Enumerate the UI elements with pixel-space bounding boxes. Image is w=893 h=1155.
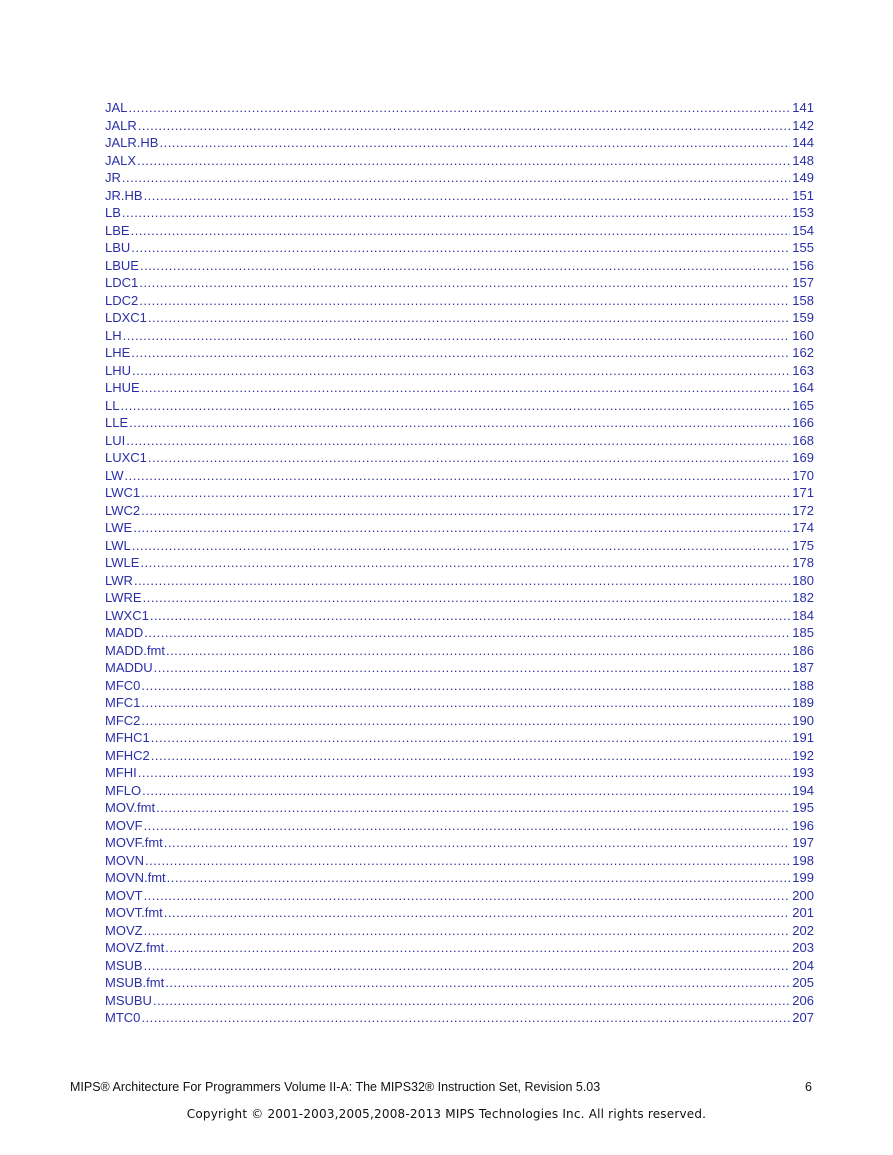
toc-entry[interactable]	[105, 274, 814, 292]
toc-leader-dots	[164, 904, 791, 922]
toc-entry-label: LWC2	[105, 502, 141, 518]
toc-entry[interactable]	[105, 309, 814, 327]
toc-entry[interactable]	[105, 537, 814, 555]
toc-entry-label: LWR	[105, 572, 133, 588]
copyright-notice: Copyright © 2001-2003,2005,2008-2013 MIPS Technologies Inc. All rights reserved.	[186, 1107, 707, 1121]
toc-entry-page: 192	[792, 747, 814, 763]
toc-entry-page: 144	[792, 135, 814, 150]
toc-entry[interactable]	[105, 677, 814, 695]
toc-entry-label: MADD.fmt	[105, 642, 165, 658]
toc-leader-dots	[132, 362, 790, 380]
toc-entry-label: MOV.fmt	[105, 800, 156, 815]
toc-leader-dots	[154, 659, 791, 677]
toc-leader-dots	[131, 344, 790, 362]
toc-leader-dots	[141, 677, 790, 695]
toc-entry-page: 168	[792, 432, 814, 448]
toc-entry-label: MFC1	[105, 695, 141, 710]
toc-leader-dots	[151, 729, 791, 747]
toc-leader-dots	[138, 764, 791, 782]
toc-leader-dots	[126, 432, 790, 450]
toc-leader-dots	[139, 274, 790, 292]
toc-leader-dots	[139, 292, 790, 310]
toc-entry-label: JR	[105, 170, 121, 185]
toc-leader-dots	[128, 99, 790, 117]
toc-leader-dots	[165, 939, 790, 957]
toc-entry-page: 200	[792, 887, 814, 903]
toc-entry-page: 156	[792, 257, 814, 273]
toc-entry[interactable]	[105, 747, 814, 765]
toc-entry-page: 163	[792, 362, 814, 378]
toc-entry[interactable]	[105, 292, 814, 310]
toc-entry-label: MOVZ	[105, 922, 143, 938]
toc-entry[interactable]	[105, 869, 814, 887]
toc-leader-dots	[141, 484, 790, 502]
toc-leader-dots	[144, 187, 791, 205]
toc-entry-label: LWRE	[105, 590, 142, 605]
toc-entry-page: 191	[792, 730, 814, 745]
toc-entry[interactable]	[105, 939, 814, 957]
toc-entry-page: 182	[792, 590, 814, 605]
toc-entry[interactable]	[105, 327, 814, 345]
toc-entry-page: 187	[792, 660, 814, 675]
toc-entry[interactable]	[105, 554, 814, 572]
toc-leader-dots	[167, 869, 791, 887]
toc-entry-label: MSUB	[105, 957, 143, 973]
toc-entry-label: LL	[105, 397, 120, 413]
toc-leader-dots	[141, 502, 790, 520]
toc-leader-dots	[125, 467, 791, 485]
toc-entry-label: LBU	[105, 240, 131, 255]
toc-entry-page: 141	[792, 100, 814, 115]
toc-leader-dots	[159, 134, 790, 152]
toc-leader-dots	[134, 572, 790, 590]
toc-entry-page: 197	[792, 835, 814, 850]
toc-entry-page: 171	[792, 485, 814, 500]
toc-entry-label: LWC1	[105, 485, 141, 500]
toc-entry-label: JALR.HB	[105, 135, 159, 150]
toc-entry-label: MFHI	[105, 765, 137, 780]
toc-entry[interactable]	[105, 379, 814, 397]
toc-entry-page: 164	[792, 380, 814, 395]
toc-entry-page: 207	[792, 1010, 814, 1025]
toc-entry-page: 199	[792, 870, 814, 885]
toc-entry-page: 172	[792, 502, 814, 518]
toc-leader-dots	[156, 799, 790, 817]
toc-entry[interactable]	[105, 397, 814, 415]
toc-entry[interactable]	[105, 467, 814, 485]
toc-entry[interactable]	[105, 904, 814, 922]
toc-entry[interactable]	[105, 852, 814, 870]
toc-entry-page: 160	[792, 327, 814, 343]
toc-leader-dots	[153, 992, 790, 1010]
toc-entry-page: 178	[792, 555, 814, 570]
toc-entry-label: LHUE	[105, 380, 140, 395]
toc-entry-label: LUXC1	[105, 450, 147, 465]
toc-leader-dots	[138, 117, 791, 135]
toc-leader-dots	[150, 607, 790, 625]
toc-entry-page: 159	[792, 310, 814, 325]
toc-entry-page: 190	[792, 712, 814, 728]
toc-entry[interactable]	[105, 117, 814, 135]
toc-leader-dots	[144, 817, 791, 835]
toc-entry-label: MOVF.fmt	[105, 835, 163, 850]
toc-entry[interactable]	[105, 187, 814, 205]
toc-entry-label: MFHC1	[105, 730, 150, 745]
toc-entry-label: LB	[105, 205, 121, 220]
toc-entry[interactable]	[105, 624, 814, 642]
toc-leader-dots	[148, 449, 790, 467]
toc-entry-label: MFHC2	[105, 747, 150, 763]
toc-entry[interactable]	[105, 169, 814, 187]
toc-leader-dots	[144, 624, 790, 642]
toc-entry[interactable]	[105, 257, 814, 275]
toc-entry[interactable]	[105, 204, 814, 222]
toc-entry-label: MADDU	[105, 660, 153, 675]
toc-entry-label: MOVN.fmt	[105, 870, 166, 885]
document-title: MIPS® Architecture For Programmers Volume II-A: The MIPS32® Instruction Set, Revision 5.03	[70, 1080, 601, 1094]
toc-leader-dots	[144, 957, 791, 975]
toc-entry-page: 154	[792, 222, 814, 238]
toc-entry-page: 151	[792, 187, 814, 203]
toc-entry-page: 162	[792, 345, 814, 360]
toc-entry-page: 158	[792, 292, 814, 308]
toc-entry-label: LHU	[105, 362, 132, 378]
toc-entry-label: LDXC1	[105, 310, 147, 325]
page-footer	[70, 1080, 812, 1094]
toc-entry-label: MSUB.fmt	[105, 975, 165, 990]
toc-entry[interactable]	[105, 974, 814, 992]
toc-entry[interactable]	[105, 1009, 814, 1027]
toc-entry-page: 169	[792, 450, 814, 465]
toc-entry[interactable]	[105, 519, 814, 537]
toc-entry-label: MOVF	[105, 817, 143, 833]
toc-entry-label: MFC2	[105, 712, 141, 728]
toc-entry-page: 189	[792, 695, 814, 710]
toc-entry-label: LH	[105, 327, 122, 343]
toc-leader-dots	[140, 257, 790, 275]
toc-entry-page: 149	[792, 170, 814, 185]
toc-entry[interactable]	[105, 572, 814, 590]
toc-leader-dots	[165, 974, 790, 992]
toc-entry-page: 204	[792, 957, 814, 973]
toc-leader-dots	[123, 327, 791, 345]
toc-entry-label: JALX	[105, 152, 137, 168]
toc-entry-label: LWL	[105, 537, 131, 553]
toc-leader-dots	[132, 537, 791, 555]
toc-leader-dots	[148, 309, 790, 327]
toc-entry-label: JALR	[105, 117, 137, 133]
toc-entry-label: LDC1	[105, 275, 139, 290]
toc-entry[interactable]	[105, 799, 814, 817]
toc-entry-page: 205	[792, 975, 814, 990]
toc-entry[interactable]	[105, 414, 814, 432]
toc-leader-dots	[141, 1009, 790, 1027]
toc-entry-page: 180	[792, 572, 814, 588]
toc-entry-label: LLE	[105, 415, 129, 430]
toc-entry-page: 157	[792, 275, 814, 290]
toc-entry-label: LBUE	[105, 257, 139, 273]
toc-entry[interactable]	[105, 659, 814, 677]
toc-entry-label: LWE	[105, 520, 133, 535]
toc-entry-page: 155	[792, 240, 814, 255]
toc-entry[interactable]	[105, 642, 814, 660]
toc-entry-label: JAL	[105, 100, 128, 115]
toc-leader-dots	[141, 712, 790, 730]
toc-entry[interactable]	[105, 992, 814, 1010]
toc-entry-label: LW	[105, 467, 124, 483]
toc-entry-page: 206	[792, 992, 814, 1008]
toc-entry-label: LBE	[105, 222, 130, 238]
toc-entry-label: MADD	[105, 625, 144, 640]
toc-entry[interactable]	[105, 834, 814, 852]
toc-entry-label: MFLO	[105, 782, 142, 798]
toc-entry-label: MTC0	[105, 1010, 141, 1025]
toc-leader-dots	[137, 152, 790, 170]
toc-leader-dots	[166, 642, 790, 660]
toc-leader-dots	[141, 379, 791, 397]
toc-entry-label: MOVT.fmt	[105, 905, 163, 920]
toc-entry[interactable]	[105, 957, 814, 975]
toc-entry[interactable]	[105, 922, 814, 940]
toc-entry-label: LDC2	[105, 292, 139, 308]
toc-entry[interactable]	[105, 817, 814, 835]
toc-leader-dots	[131, 222, 791, 240]
toc-entry-page: 185	[792, 625, 814, 640]
toc-leader-dots	[145, 852, 790, 870]
toc-entry-page: 148	[792, 152, 814, 168]
toc-entry[interactable]	[105, 99, 814, 117]
toc-entry[interactable]	[105, 449, 814, 467]
toc-entry-page: 188	[792, 677, 814, 693]
page-number: 6	[805, 1080, 812, 1094]
toc-entry[interactable]	[105, 589, 814, 607]
toc-leader-dots	[151, 747, 791, 765]
toc-entry-page: 201	[792, 905, 814, 920]
toc-entry-page: 198	[792, 852, 814, 868]
toc-leader-dots	[140, 554, 790, 572]
toc-entry-page: 184	[792, 607, 814, 623]
toc-entry[interactable]	[105, 887, 814, 905]
toc-entry[interactable]	[105, 484, 814, 502]
toc-entry-label: MFC0	[105, 677, 141, 693]
toc-entry-label: MOVT	[105, 887, 143, 903]
toc-leader-dots	[144, 887, 791, 905]
toc-entry[interactable]	[105, 134, 814, 152]
toc-entry-page: 175	[792, 537, 814, 553]
toc-entry-page: 186	[792, 642, 814, 658]
toc-entry-page: 202	[792, 922, 814, 938]
toc-entry[interactable]	[105, 152, 814, 170]
toc-leader-dots	[122, 204, 790, 222]
toc-leader-dots	[131, 239, 790, 257]
toc-leader-dots	[142, 782, 790, 800]
toc-entry[interactable]	[105, 782, 814, 800]
toc-entry[interactable]	[105, 729, 814, 747]
toc-entry-page: 153	[792, 205, 814, 220]
toc-entry[interactable]	[105, 239, 814, 257]
toc-entry[interactable]	[105, 222, 814, 240]
toc-entry-page: 165	[792, 397, 814, 413]
toc-entry-label: JR.HB	[105, 187, 143, 203]
toc-entry[interactable]	[105, 502, 814, 520]
toc-leader-dots	[122, 169, 790, 187]
toc-entry-page: 194	[792, 782, 814, 798]
toc-leader-dots	[129, 414, 790, 432]
toc-entry[interactable]	[105, 344, 814, 362]
toc-entry-page: 166	[792, 415, 814, 430]
table-of-contents	[105, 99, 814, 1027]
toc-leader-dots	[144, 922, 791, 940]
toc-entry-label: MSUBU	[105, 992, 152, 1008]
toc-entry-label: LWLE	[105, 555, 140, 570]
toc-entry-page: 193	[792, 765, 814, 780]
toc-entry[interactable]	[105, 694, 814, 712]
toc-entry-label: MOVZ.fmt	[105, 940, 165, 955]
toc-entry-page: 174	[792, 520, 814, 535]
toc-entry-page: 142	[792, 117, 814, 133]
toc-entry[interactable]	[105, 362, 814, 380]
toc-entry[interactable]	[105, 764, 814, 782]
toc-entry-page: 195	[792, 800, 814, 815]
toc-leader-dots	[120, 397, 790, 415]
toc-entry-page: 196	[792, 817, 814, 833]
toc-leader-dots	[143, 589, 791, 607]
toc-entry-label: LUI	[105, 432, 126, 448]
toc-leader-dots	[133, 519, 790, 537]
toc-entry-label: LWXC1	[105, 607, 149, 623]
toc-entry-label: LHE	[105, 345, 131, 360]
toc-entry-label: MOVN	[105, 852, 144, 868]
toc-leader-dots	[141, 694, 790, 712]
toc-entry-page: 203	[792, 940, 814, 955]
toc-entry[interactable]	[105, 432, 814, 450]
toc-entry-page: 170	[792, 467, 814, 483]
toc-entry[interactable]	[105, 712, 814, 730]
toc-entry[interactable]	[105, 607, 814, 625]
toc-leader-dots	[164, 834, 791, 852]
